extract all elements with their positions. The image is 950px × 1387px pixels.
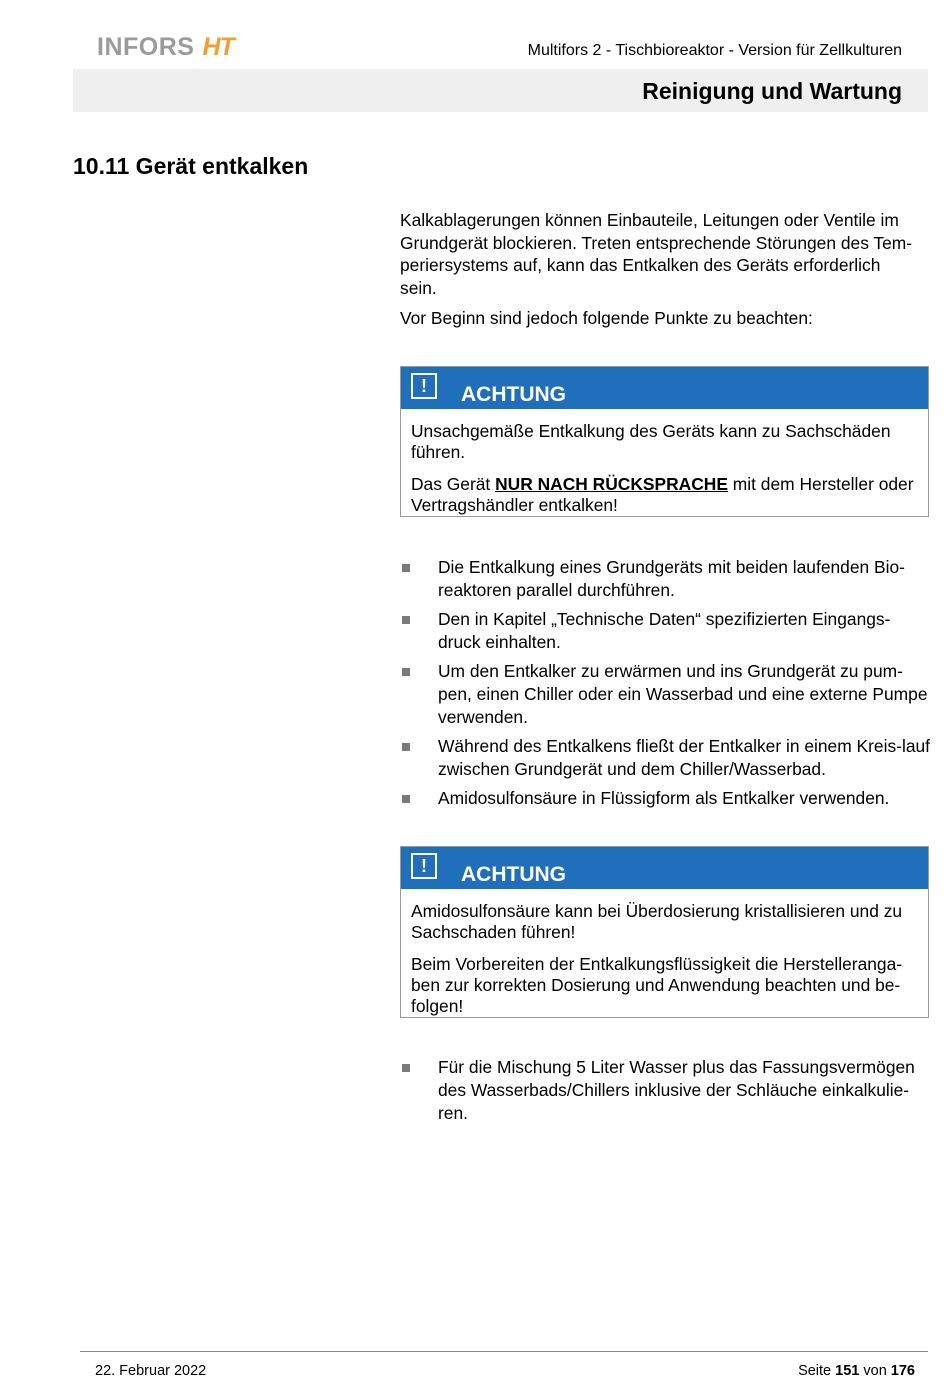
list-item bbox=[400, 735, 930, 781]
chapter-title: Reinigung und Wartung bbox=[642, 78, 902, 104]
exclamation-icon: ! bbox=[411, 853, 437, 879]
page-number bbox=[798, 1363, 915, 1379]
infors-ht-logo bbox=[97, 34, 234, 60]
square-bullet-icon bbox=[402, 616, 410, 624]
warning-header bbox=[401, 367, 928, 409]
intro-note: Vor Beginn sind jedoch folgende Punkte zu beachten: bbox=[400, 308, 813, 328]
list-item bbox=[400, 1056, 930, 1125]
list-item bbox=[400, 787, 930, 810]
instruction-list bbox=[400, 556, 930, 816]
warning-box bbox=[400, 366, 929, 517]
warning-text bbox=[411, 474, 918, 516]
warning-text: Unsachgemäße Entkalkung des Geräts kann zu Sachschäden führen. bbox=[411, 421, 891, 462]
footer-divider bbox=[80, 1351, 928, 1352]
square-bullet-icon bbox=[402, 795, 410, 803]
warning-header bbox=[401, 847, 928, 889]
warning-body bbox=[401, 889, 928, 1017]
warning-label: ACHTUNG bbox=[461, 383, 566, 406]
intro-line: sein. bbox=[400, 277, 437, 298]
footer-date: 22. Februar 2022 bbox=[95, 1363, 207, 1379]
instruction-list bbox=[400, 1056, 930, 1131]
square-bullet-icon bbox=[402, 1064, 410, 1072]
warning-label: ACHTUNG bbox=[461, 863, 566, 886]
intro-line: periersystems auf, kann das Entkalken des Geräts erforderlich bbox=[400, 255, 881, 275]
logo-wordmark: INFORS bbox=[97, 33, 195, 61]
list-item bbox=[400, 608, 930, 654]
logo-ht-mark: HT bbox=[202, 33, 234, 61]
total-pages: 176 bbox=[890, 1363, 915, 1379]
square-bullet-icon bbox=[402, 564, 410, 572]
list-item-text: Während des Entkalkens fließt der Entkalker in einem Kreis-lauf zwischen Grundgerät und dem Chiller/Wasserbad. bbox=[438, 736, 930, 779]
current-page: 151 bbox=[835, 1363, 860, 1379]
document-title: Multifors 2 - Tischbioreaktor - Version für Zellkulturen bbox=[527, 42, 902, 59]
intro-line: Kalkablagerungen können Einbauteile, Leitungen oder Ventile im bbox=[400, 210, 899, 230]
square-bullet-icon bbox=[402, 668, 410, 676]
warning-box bbox=[400, 846, 929, 1018]
list-item bbox=[400, 556, 930, 602]
page-prefix: Seite bbox=[798, 1363, 836, 1379]
exclamation-icon: ! bbox=[411, 373, 437, 399]
warning-text: Amidosulfonsäure kann bei Überdosierung kristallisieren und zu Sachschaden führen! bbox=[411, 901, 903, 942]
list-item-text: Für die Mischung 5 Liter Wasser plus das Fassungsvermögen des Wasserbads/Chillers inklusive der Schläuche einkalkulie-ren. bbox=[438, 1057, 915, 1123]
intro-paragraph bbox=[400, 209, 930, 299]
chapter-band bbox=[73, 69, 928, 112]
list-item-text: Um den Entkalker zu erwärmen und ins Grundgerät zu pum-pen, einen Chiller oder ein Wasserbad und eine externe Pumpe verwenden. bbox=[438, 661, 928, 727]
list-item bbox=[400, 660, 930, 729]
page-mid: von bbox=[859, 1363, 891, 1379]
list-item-text: Den in Kapitel „Technische Daten“ spezifizierten Eingangs-druck einhalten. bbox=[438, 609, 891, 652]
section-heading: 10.11 Gerät entkalken bbox=[73, 153, 309, 179]
square-bullet-icon bbox=[402, 743, 410, 751]
warning-text: Beim Vorbereiten der Entkalkungsflüssigkeit die Herstelleranga-ben zur korrekten Dosierung und Anwendung beachten und be-folgen! bbox=[411, 954, 903, 1016]
warning-text-post: mit dem Hersteller oder Vertragshändler entkalken! bbox=[411, 474, 914, 515]
intro-line: Grundgerät blockieren. Treten entsprechende Störungen des Tem- bbox=[400, 232, 913, 253]
warning-text-pre: Das Gerät bbox=[411, 474, 496, 494]
list-item-text: Amidosulfonsäure in Flüssigform als Entkalker verwenden. bbox=[438, 788, 890, 808]
warning-body bbox=[401, 409, 928, 516]
list-item-text: Die Entkalkung eines Grundgeräts mit beiden laufenden Bio-reaktoren parallel durchführen. bbox=[438, 557, 905, 600]
warning-emphasis: NUR NACH RÜCKSPRACHE bbox=[495, 474, 728, 494]
